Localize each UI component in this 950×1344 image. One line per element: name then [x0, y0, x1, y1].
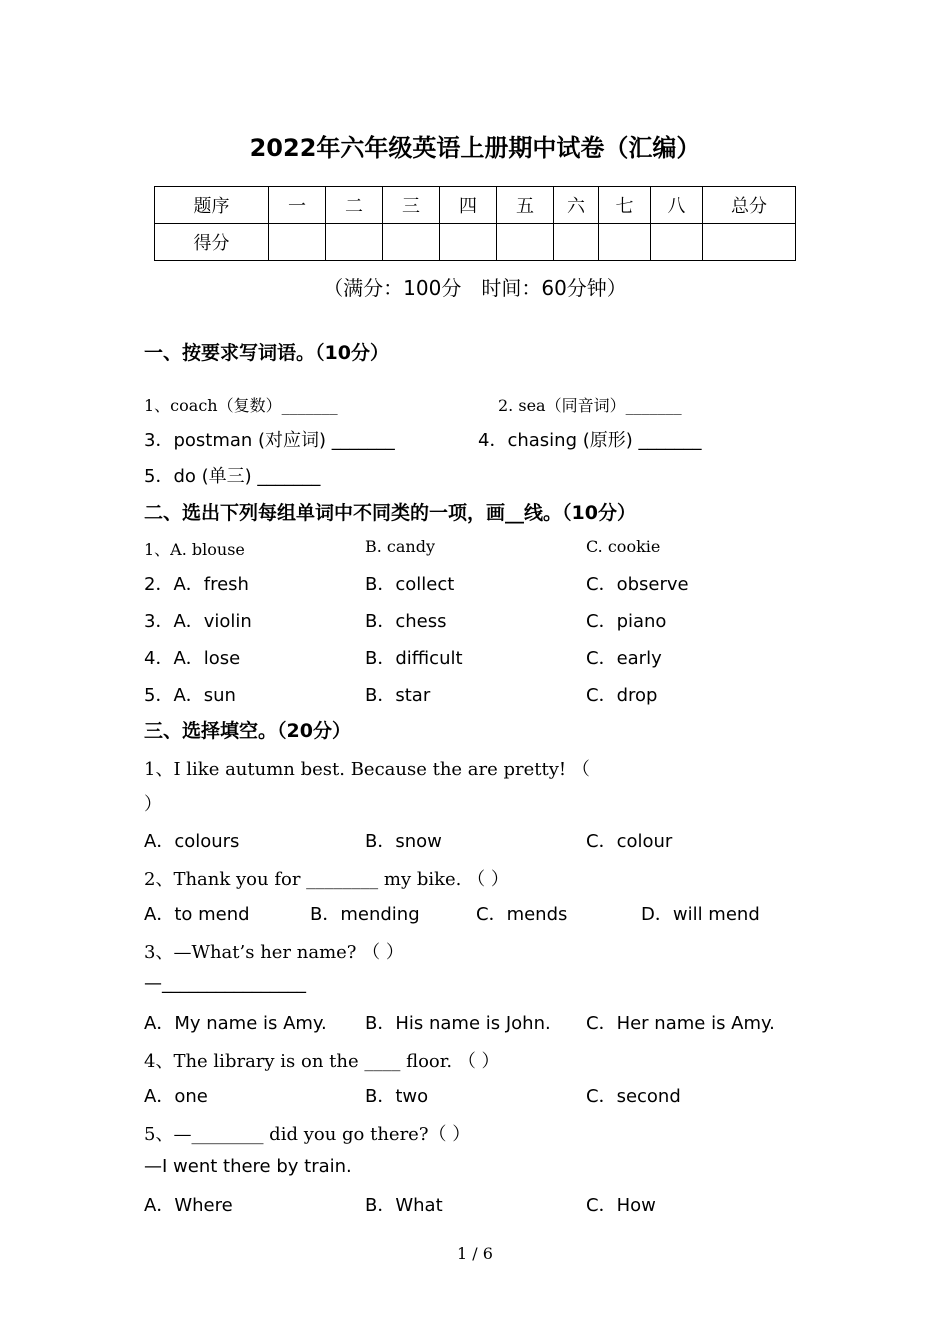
s2-row-4-option-a: 4．A．lose	[144, 648, 241, 669]
score-cell[interactable]	[326, 224, 383, 261]
s3-q2-option-c: C．mends	[476, 904, 568, 925]
s3-q5-option-a: A．Where	[144, 1195, 233, 1216]
s3-q2-option-d: D．will mend	[641, 904, 760, 925]
score-cell[interactable]	[269, 224, 326, 261]
s3-question-4: 4、The library is on the ____ floor. （ ）	[144, 1051, 500, 1072]
s3-q2-option-a: A．to mend	[144, 904, 250, 925]
s3-q5-option-b: B．What	[365, 1195, 443, 1216]
s2-row-1-option-c: C. cookie	[586, 537, 661, 556]
s3-q1-option-c: C．colour	[586, 831, 673, 852]
score-table	[154, 186, 796, 261]
s3-question-3: 3、—What’s her name? （ ）	[144, 942, 404, 963]
score-cell[interactable]	[383, 224, 440, 261]
s2-row-3-option-a: 3．A．violin	[144, 611, 252, 632]
score-cell[interactable]	[651, 224, 703, 261]
score-header-cell: 四	[440, 187, 497, 224]
score-header-cell: 总分	[703, 187, 796, 224]
s2-row-2-option-a: 2．A．fresh	[144, 574, 249, 595]
score-cell[interactable]	[440, 224, 497, 261]
s1-question-4: 4．chasing (原形) _______	[478, 430, 702, 451]
exam-subtitle: （满分：100分 时间：60分钟）	[323, 276, 627, 300]
s2-row-3-option-c: C．piano	[586, 611, 667, 632]
s3-q2-option-b: B．mending	[310, 904, 420, 925]
s3-q5-answer: —I went there by train.	[144, 1156, 352, 1177]
s3-question-2: 2、Thank you for ________ my bike. （ ）	[144, 869, 509, 890]
s2-row-5-option-a: 5．A．sun	[144, 685, 236, 706]
score-header-cell: 一	[269, 187, 326, 224]
score-table-header-row	[155, 187, 796, 224]
s3-q3-answer-blank: —________________	[144, 973, 306, 994]
s3-q3-option-b: B．His name is John.	[365, 1013, 551, 1034]
s3-question-5: 5、—________ did you go there?（ ）	[144, 1124, 471, 1145]
s3-q5-option-c: C．How	[586, 1195, 656, 1216]
score-header-cell: 三	[383, 187, 440, 224]
section-1-heading: 一、按要求写词语。（10分）	[144, 342, 389, 364]
s2-row-5-option-c: C．drop	[586, 685, 658, 706]
s2-row-4-option-c: C．early	[586, 648, 662, 669]
score-header-cell: 五	[497, 187, 554, 224]
score-cell[interactable]	[703, 224, 796, 261]
s3-q4-option-b: B．two	[365, 1086, 429, 1107]
section-3-heading: 三、选择填空。（20分）	[144, 720, 351, 742]
score-header-cell: 二	[326, 187, 383, 224]
score-cell[interactable]	[599, 224, 651, 261]
s1-question-1: 1、coach（复数）_______	[144, 396, 338, 415]
score-header-cell: 八	[651, 187, 703, 224]
s1-question-3: 3．postman (对应词) _______	[144, 430, 395, 451]
score-table-score-row	[155, 224, 796, 261]
s3-q4-option-a: A．one	[144, 1086, 208, 1107]
s2-row-2-option-c: C．observe	[586, 574, 689, 595]
score-header-cell: 题序	[155, 187, 269, 224]
page-number: 1 / 6	[457, 1244, 493, 1263]
score-header-cell: 六	[554, 187, 599, 224]
score-cell[interactable]	[554, 224, 599, 261]
section-2-heading: 二、选出下列每组单词中不同类的一项，画__线。（10分）	[144, 502, 636, 524]
s1-question-2: 2. sea（同音词）_______	[498, 396, 682, 415]
s2-row-1-option-b: B. candy	[365, 537, 436, 556]
s2-row-3-option-b: B．chess	[365, 611, 447, 632]
s3-q3-option-c: C．Her name is Amy.	[586, 1013, 775, 1034]
s1-question-5: 5．do (单三) _______	[144, 466, 321, 487]
score-header-cell: 七	[599, 187, 651, 224]
s2-row-1-option-a: 1、A. blouse	[144, 540, 245, 559]
s3-question-1: 1、I like autumn best. Because the are pretty! （	[144, 759, 590, 780]
s2-row-4-option-b: B．difficult	[365, 648, 463, 669]
s3-q1-option-b: B．snow	[365, 831, 442, 852]
page-title: 2022年六年级英语上册期中试卷（汇编）	[249, 134, 701, 162]
score-row-label: 得分	[155, 224, 269, 261]
s3-q1-option-a: A．colours	[144, 831, 240, 852]
score-cell[interactable]	[497, 224, 554, 261]
s2-row-5-option-b: B．star	[365, 685, 431, 706]
s3-q3-option-a: A．My name is Amy.	[144, 1013, 327, 1034]
s3-q4-option-c: C．second	[586, 1086, 681, 1107]
s2-row-2-option-b: B．collect	[365, 574, 455, 595]
s3-question-1-close-paren: ）	[144, 794, 162, 815]
